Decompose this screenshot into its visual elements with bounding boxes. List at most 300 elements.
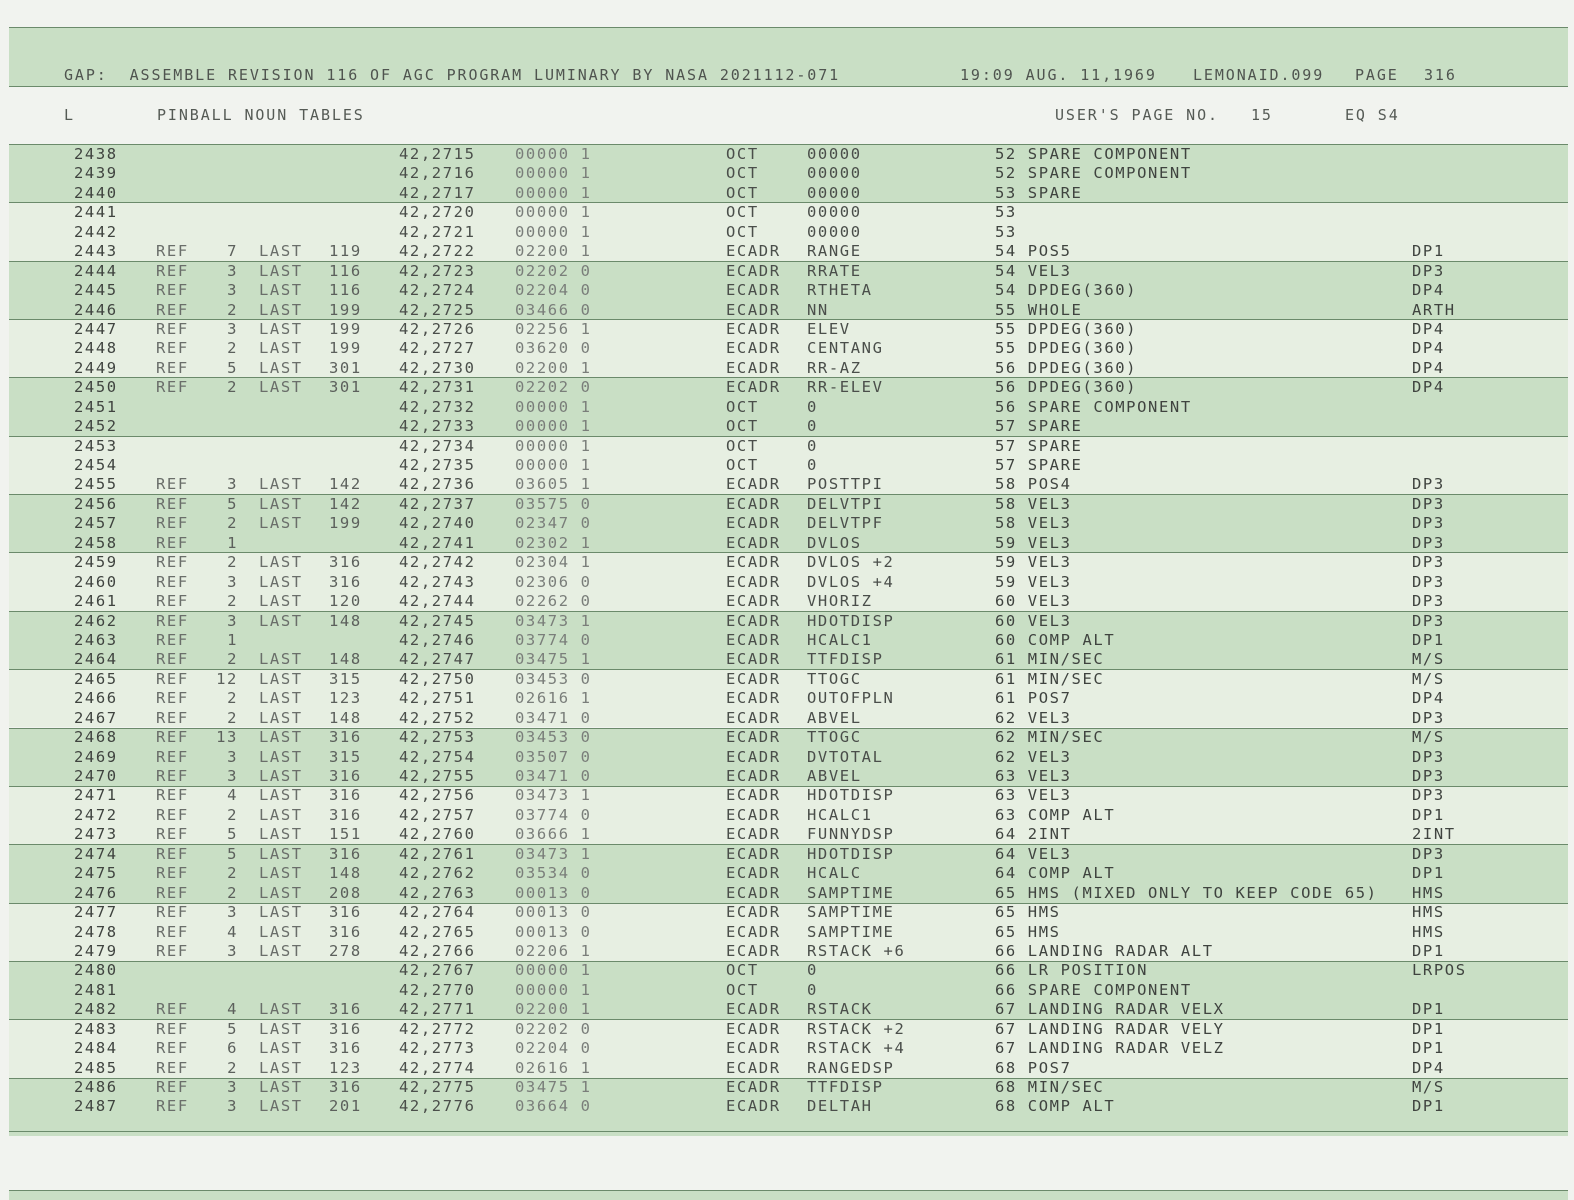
opcode: ECADR bbox=[726, 747, 781, 766]
last-page: 316 bbox=[329, 767, 362, 785]
ref-count: 2 bbox=[227, 1058, 238, 1077]
last-label: LAST bbox=[259, 339, 303, 358]
operand: DVTOTAL bbox=[807, 747, 884, 766]
last-page: 278 bbox=[329, 941, 362, 960]
operand: RRATE bbox=[807, 261, 862, 280]
octal-word: 02304 1 bbox=[515, 553, 592, 572]
comment: 56 DPDEG(360) bbox=[995, 358, 1138, 377]
line-number: 2455 bbox=[74, 475, 118, 494]
ref-count: 2 bbox=[227, 650, 238, 669]
operand: RSTACK +6 bbox=[807, 941, 906, 960]
opcode: ECADR bbox=[726, 669, 781, 688]
opcode: OCT bbox=[726, 980, 759, 999]
ref-label: REF bbox=[156, 767, 189, 785]
scale-type: DP3 bbox=[1412, 592, 1445, 611]
opcode: ECADR bbox=[726, 728, 781, 747]
ref-count: 2 bbox=[227, 592, 238, 611]
ref-count: 1 bbox=[227, 533, 238, 552]
comment: 64 VEL3 bbox=[995, 844, 1072, 863]
scale-type: DP4 bbox=[1412, 319, 1445, 338]
last-label: LAST bbox=[259, 844, 303, 863]
line-number: 2461 bbox=[74, 592, 118, 611]
octal-word: 00000 1 bbox=[515, 183, 592, 202]
operand: 00000 bbox=[807, 203, 862, 222]
last-page: 123 bbox=[329, 1058, 362, 1077]
line-number: 2475 bbox=[74, 864, 118, 883]
address: 42,2764 bbox=[399, 903, 476, 922]
ref-count: 3 bbox=[227, 941, 238, 960]
comment: 63 VEL3 bbox=[995, 786, 1072, 805]
scale-type: M/S bbox=[1412, 1078, 1445, 1096]
ref-label: REF bbox=[156, 728, 189, 747]
table-row bbox=[0, 727, 1574, 746]
scale-type: DP3 bbox=[1412, 553, 1445, 572]
line-number: 2474 bbox=[74, 844, 118, 863]
line-number: 2468 bbox=[74, 728, 118, 747]
address: 42,2737 bbox=[399, 494, 476, 513]
operand: HDOTDISP bbox=[807, 786, 895, 805]
line-number: 2462 bbox=[74, 611, 118, 630]
table-row bbox=[0, 844, 1574, 863]
table-row bbox=[0, 300, 1574, 319]
operand: 00000 bbox=[807, 222, 862, 241]
opcode: ECADR bbox=[726, 1039, 781, 1058]
address: 42,2720 bbox=[399, 203, 476, 222]
opcode: ECADR bbox=[726, 319, 781, 338]
comment: 57 SPARE bbox=[995, 456, 1083, 474]
last-page: 316 bbox=[329, 1039, 362, 1058]
comment: 65 HMS bbox=[995, 922, 1061, 941]
table-row bbox=[0, 688, 1574, 707]
ref-label: REF bbox=[156, 319, 189, 338]
address: 42,2733 bbox=[399, 417, 476, 436]
comment: 59 VEL3 bbox=[995, 572, 1072, 591]
octal-word: 02306 0 bbox=[515, 572, 592, 591]
ref-count: 3 bbox=[227, 281, 238, 300]
address: 42,2771 bbox=[399, 1000, 476, 1019]
comment: 55 DPDEG(360) bbox=[995, 319, 1138, 338]
address: 42,2762 bbox=[399, 864, 476, 883]
operand: TTOGC bbox=[807, 728, 862, 747]
opcode: ECADR bbox=[726, 1058, 781, 1077]
opcode: OCT bbox=[726, 417, 759, 436]
comment: 52 SPARE COMPONENT bbox=[995, 164, 1192, 183]
table-row bbox=[0, 416, 1574, 435]
ref-count: 3 bbox=[227, 611, 238, 630]
octal-word: 03473 1 bbox=[515, 786, 592, 805]
last-page: 316 bbox=[329, 572, 362, 591]
last-label: LAST bbox=[259, 1097, 303, 1116]
operand: ELEV bbox=[807, 319, 851, 338]
operand: RANGEDSP bbox=[807, 1058, 895, 1077]
scale-type: DP4 bbox=[1412, 378, 1445, 397]
ref-label: REF bbox=[156, 669, 189, 688]
address: 42,2726 bbox=[399, 319, 476, 338]
operand: DELTAH bbox=[807, 1097, 873, 1116]
comment: 61 POS7 bbox=[995, 689, 1072, 708]
operand: ABVEL bbox=[807, 767, 862, 785]
last-label: LAST bbox=[259, 747, 303, 766]
opcode: ECADR bbox=[726, 475, 781, 494]
octal-word: 02262 0 bbox=[515, 592, 592, 611]
table-row bbox=[0, 785, 1574, 804]
last-page: 119 bbox=[329, 242, 362, 261]
last-page: 142 bbox=[329, 475, 362, 494]
address: 42,2736 bbox=[399, 475, 476, 494]
operand: RTHETA bbox=[807, 281, 873, 300]
opcode: ECADR bbox=[726, 903, 781, 922]
opcode: OCT bbox=[726, 397, 759, 416]
address: 42,2775 bbox=[399, 1078, 476, 1096]
table-row bbox=[0, 494, 1574, 513]
address: 42,2765 bbox=[399, 922, 476, 941]
scale-type: DP4 bbox=[1412, 689, 1445, 708]
last-page: 148 bbox=[329, 708, 362, 727]
comment: 55 DPDEG(360) bbox=[995, 339, 1138, 358]
octal-word: 03453 0 bbox=[515, 669, 592, 688]
address: 42,2776 bbox=[399, 1097, 476, 1116]
operand: 0 bbox=[807, 397, 818, 416]
address: 42,2723 bbox=[399, 261, 476, 280]
ref-label: REF bbox=[156, 572, 189, 591]
last-page: 316 bbox=[329, 1078, 362, 1096]
table-row bbox=[0, 902, 1574, 921]
line-number: 2480 bbox=[74, 961, 118, 980]
last-label: LAST bbox=[259, 883, 303, 902]
ref-label: REF bbox=[156, 1019, 189, 1038]
ref-count: 3 bbox=[227, 475, 238, 494]
last-label: LAST bbox=[259, 708, 303, 727]
octal-word: 03666 1 bbox=[515, 825, 592, 844]
last-label: LAST bbox=[259, 242, 303, 261]
opcode: ECADR bbox=[726, 883, 781, 902]
table-row bbox=[0, 747, 1574, 766]
table-row bbox=[0, 319, 1574, 338]
address: 42,2730 bbox=[399, 358, 476, 377]
line-number: 2465 bbox=[74, 669, 118, 688]
octal-word: 00013 0 bbox=[515, 903, 592, 922]
table-row bbox=[0, 358, 1574, 377]
opcode: ECADR bbox=[726, 1019, 781, 1038]
address: 42,2755 bbox=[399, 767, 476, 785]
table-row bbox=[0, 766, 1574, 785]
scale-type: DP1 bbox=[1412, 1019, 1445, 1038]
address: 42,2752 bbox=[399, 708, 476, 727]
ref-label: REF bbox=[156, 786, 189, 805]
ref-label: REF bbox=[156, 494, 189, 513]
comment: 53 SPARE bbox=[995, 183, 1083, 202]
ref-count: 2 bbox=[227, 805, 238, 824]
operand: NN bbox=[807, 300, 829, 319]
opcode: OCT bbox=[726, 164, 759, 183]
octal-word: 03664 0 bbox=[515, 1097, 592, 1116]
table-row bbox=[0, 669, 1574, 688]
table-row bbox=[0, 474, 1574, 493]
table-row bbox=[0, 824, 1574, 843]
last-label: LAST bbox=[259, 611, 303, 630]
opcode: ECADR bbox=[726, 242, 781, 261]
line-number: 2440 bbox=[74, 183, 118, 202]
line-number: 2451 bbox=[74, 397, 118, 416]
last-page: 148 bbox=[329, 650, 362, 669]
ref-count: 2 bbox=[227, 883, 238, 902]
line-number: 2485 bbox=[74, 1058, 118, 1077]
table-row bbox=[0, 1096, 1574, 1115]
comment: 61 MIN/SEC bbox=[995, 669, 1105, 688]
scale-type: DP1 bbox=[1412, 242, 1445, 261]
last-page: 120 bbox=[329, 592, 362, 611]
operand: RSTACK +2 bbox=[807, 1019, 906, 1038]
last-page: 315 bbox=[329, 669, 362, 688]
octal-word: 03774 0 bbox=[515, 630, 592, 649]
scale-type: DP3 bbox=[1412, 844, 1445, 863]
octal-word: 03466 0 bbox=[515, 300, 592, 319]
table-row bbox=[0, 280, 1574, 299]
opcode: ECADR bbox=[726, 786, 781, 805]
address: 42,2717 bbox=[399, 183, 476, 202]
ref-count: 7 bbox=[227, 242, 238, 261]
scale-type: DP3 bbox=[1412, 767, 1445, 785]
comment: 62 VEL3 bbox=[995, 708, 1072, 727]
scale-type: DP1 bbox=[1412, 864, 1445, 883]
operand: RR-ELEV bbox=[807, 378, 884, 397]
ref-count: 6 bbox=[227, 1039, 238, 1058]
address: 42,2753 bbox=[399, 728, 476, 747]
scale-type: DP4 bbox=[1412, 281, 1445, 300]
ref-label: REF bbox=[156, 941, 189, 960]
octal-word: 03475 1 bbox=[515, 1078, 592, 1096]
last-label: LAST bbox=[259, 281, 303, 300]
comment: 54 VEL3 bbox=[995, 261, 1072, 280]
line-number: 2439 bbox=[74, 164, 118, 183]
last-page: 316 bbox=[329, 844, 362, 863]
ref-count: 4 bbox=[227, 786, 238, 805]
comment: 54 POS5 bbox=[995, 242, 1072, 261]
octal-word: 03475 1 bbox=[515, 650, 592, 669]
line-number: 2469 bbox=[74, 747, 118, 766]
line-number: 2481 bbox=[74, 980, 118, 999]
opcode: ECADR bbox=[726, 533, 781, 552]
table-row bbox=[0, 922, 1574, 941]
ref-count: 5 bbox=[227, 1019, 238, 1038]
opcode: ECADR bbox=[726, 592, 781, 611]
opcode: OCT bbox=[726, 145, 759, 163]
operand: OUTOFPLN bbox=[807, 689, 895, 708]
scale-type: DP3 bbox=[1412, 494, 1445, 513]
table-row bbox=[0, 163, 1574, 182]
line-number: 2438 bbox=[74, 145, 118, 163]
operand: DELVTPF bbox=[807, 514, 884, 533]
address: 42,2745 bbox=[399, 611, 476, 630]
operand: HCALC1 bbox=[807, 630, 873, 649]
ref-count: 5 bbox=[227, 358, 238, 377]
comment: 68 COMP ALT bbox=[995, 1097, 1116, 1116]
last-page: 142 bbox=[329, 494, 362, 513]
line-number: 2447 bbox=[74, 319, 118, 338]
comment: 65 HMS bbox=[995, 903, 1061, 922]
octal-word: 03507 0 bbox=[515, 747, 592, 766]
comment: 67 LANDING RADAR VELZ bbox=[995, 1039, 1225, 1058]
comment: 58 VEL3 bbox=[995, 514, 1072, 533]
table-row bbox=[0, 630, 1574, 649]
ref-count: 2 bbox=[227, 689, 238, 708]
comment: 66 SPARE COMPONENT bbox=[995, 980, 1192, 999]
ref-count: 3 bbox=[227, 747, 238, 766]
octal-word: 02204 0 bbox=[515, 1039, 592, 1058]
octal-word: 03605 1 bbox=[515, 475, 592, 494]
users-page-label: USER'S PAGE NO. bbox=[1055, 106, 1219, 124]
operand: FUNNYDSP bbox=[807, 825, 895, 844]
operand: SAMPTIME bbox=[807, 922, 895, 941]
last-page: 116 bbox=[329, 261, 362, 280]
table-row bbox=[0, 183, 1574, 202]
last-page: 316 bbox=[329, 903, 362, 922]
last-label: LAST bbox=[259, 1019, 303, 1038]
line-number: 2454 bbox=[74, 456, 118, 474]
opcode: ECADR bbox=[726, 864, 781, 883]
address: 42,2724 bbox=[399, 281, 476, 300]
ref-count: 4 bbox=[227, 922, 238, 941]
line-number: 2463 bbox=[74, 630, 118, 649]
line-number: 2441 bbox=[74, 203, 118, 222]
comment: 55 WHOLE bbox=[995, 300, 1083, 319]
ref-count: 3 bbox=[227, 572, 238, 591]
ref-label: REF bbox=[156, 864, 189, 883]
comment: 58 POS4 bbox=[995, 475, 1072, 494]
scale-type: ARTH bbox=[1412, 300, 1456, 319]
last-label: LAST bbox=[259, 941, 303, 960]
opcode: ECADR bbox=[726, 1097, 781, 1116]
opcode: OCT bbox=[726, 961, 759, 980]
address: 42,2744 bbox=[399, 592, 476, 611]
comment: 57 SPARE bbox=[995, 417, 1083, 436]
line-number: 2486 bbox=[74, 1078, 118, 1096]
line-number: 2482 bbox=[74, 1000, 118, 1019]
octal-word: 02202 0 bbox=[515, 261, 592, 280]
table-row bbox=[0, 805, 1574, 824]
scale-type: DP1 bbox=[1412, 1097, 1445, 1116]
comment: 57 SPARE bbox=[995, 436, 1083, 455]
ref-count: 12 bbox=[216, 669, 238, 688]
last-page: 116 bbox=[329, 281, 362, 300]
comment: 66 LR POSITION bbox=[995, 961, 1149, 980]
page-number: 316 bbox=[1424, 66, 1457, 84]
scale-type: M/S bbox=[1412, 650, 1445, 669]
operand: DVLOS +2 bbox=[807, 553, 895, 572]
scale-type: DP1 bbox=[1412, 805, 1445, 824]
ref-label: REF bbox=[156, 475, 189, 494]
operand: DVLOS bbox=[807, 533, 862, 552]
ref-count: 3 bbox=[227, 1097, 238, 1116]
opcode: ECADR bbox=[726, 689, 781, 708]
opcode: OCT bbox=[726, 203, 759, 222]
last-label: LAST bbox=[259, 1000, 303, 1019]
listing-body bbox=[0, 144, 1574, 1116]
operand: TTOGC bbox=[807, 669, 862, 688]
address: 42,2751 bbox=[399, 689, 476, 708]
opcode: ECADR bbox=[726, 378, 781, 397]
ref-label: REF bbox=[156, 922, 189, 941]
octal-word: 00000 1 bbox=[515, 203, 592, 222]
operand: POSTTPI bbox=[807, 475, 884, 494]
last-label: LAST bbox=[259, 669, 303, 688]
octal-word: 02206 1 bbox=[515, 941, 592, 960]
address: 42,2750 bbox=[399, 669, 476, 688]
address: 42,2773 bbox=[399, 1039, 476, 1058]
comment: 64 2INT bbox=[995, 825, 1072, 844]
line-number: 2443 bbox=[74, 242, 118, 261]
operand: CENTANG bbox=[807, 339, 884, 358]
last-label: LAST bbox=[259, 553, 303, 572]
comment: 60 COMP ALT bbox=[995, 630, 1116, 649]
scale-type: DP3 bbox=[1412, 533, 1445, 552]
octal-word: 00000 1 bbox=[515, 164, 592, 183]
octal-word: 03473 1 bbox=[515, 611, 592, 630]
last-label: LAST bbox=[259, 592, 303, 611]
comment: 54 DPDEG(360) bbox=[995, 281, 1138, 300]
octal-word: 03575 0 bbox=[515, 494, 592, 513]
ref-count: 3 bbox=[227, 767, 238, 785]
ref-label: REF bbox=[156, 1097, 189, 1116]
scale-type: DP3 bbox=[1412, 747, 1445, 766]
address: 42,2746 bbox=[399, 630, 476, 649]
ref-count: 2 bbox=[227, 864, 238, 883]
address: 42,2721 bbox=[399, 222, 476, 241]
line-number: 2448 bbox=[74, 339, 118, 358]
last-label: LAST bbox=[259, 358, 303, 377]
octal-word: 03534 0 bbox=[515, 864, 592, 883]
operand: 00000 bbox=[807, 164, 862, 183]
table-row bbox=[0, 552, 1574, 571]
line-number: 2472 bbox=[74, 805, 118, 824]
ref-count: 1 bbox=[227, 630, 238, 649]
operand: 00000 bbox=[807, 183, 862, 202]
scale-type: DP1 bbox=[1412, 1039, 1445, 1058]
scale-type: DP1 bbox=[1412, 630, 1445, 649]
last-label: LAST bbox=[259, 805, 303, 824]
scale-type: LRPOS bbox=[1412, 961, 1467, 980]
ref-label: REF bbox=[156, 844, 189, 863]
last-page: 199 bbox=[329, 339, 362, 358]
octal-word: 00013 0 bbox=[515, 922, 592, 941]
bottom-band bbox=[9, 1190, 1568, 1200]
operand: HCALC bbox=[807, 864, 862, 883]
opcode: OCT bbox=[726, 222, 759, 241]
address: 42,2735 bbox=[399, 456, 476, 474]
operand: HDOTDISP bbox=[807, 844, 895, 863]
ref-count: 3 bbox=[227, 1078, 238, 1096]
octal-word: 00000 1 bbox=[515, 456, 592, 474]
address: 42,2741 bbox=[399, 533, 476, 552]
last-page: 201 bbox=[329, 1097, 362, 1116]
scale-type: DP3 bbox=[1412, 611, 1445, 630]
line-number: 2446 bbox=[74, 300, 118, 319]
last-page: 148 bbox=[329, 864, 362, 883]
scale-type: HMS bbox=[1412, 883, 1445, 902]
ref-label: REF bbox=[156, 1039, 189, 1058]
line-number: 2470 bbox=[74, 767, 118, 785]
opcode: OCT bbox=[726, 456, 759, 474]
table-row bbox=[0, 338, 1574, 357]
last-page: 316 bbox=[329, 1019, 362, 1038]
last-label: LAST bbox=[259, 650, 303, 669]
last-page: 316 bbox=[329, 786, 362, 805]
ref-label: REF bbox=[156, 339, 189, 358]
last-label: LAST bbox=[259, 494, 303, 513]
table-row bbox=[0, 980, 1574, 999]
ref-count: 2 bbox=[227, 378, 238, 397]
last-page: 315 bbox=[329, 747, 362, 766]
